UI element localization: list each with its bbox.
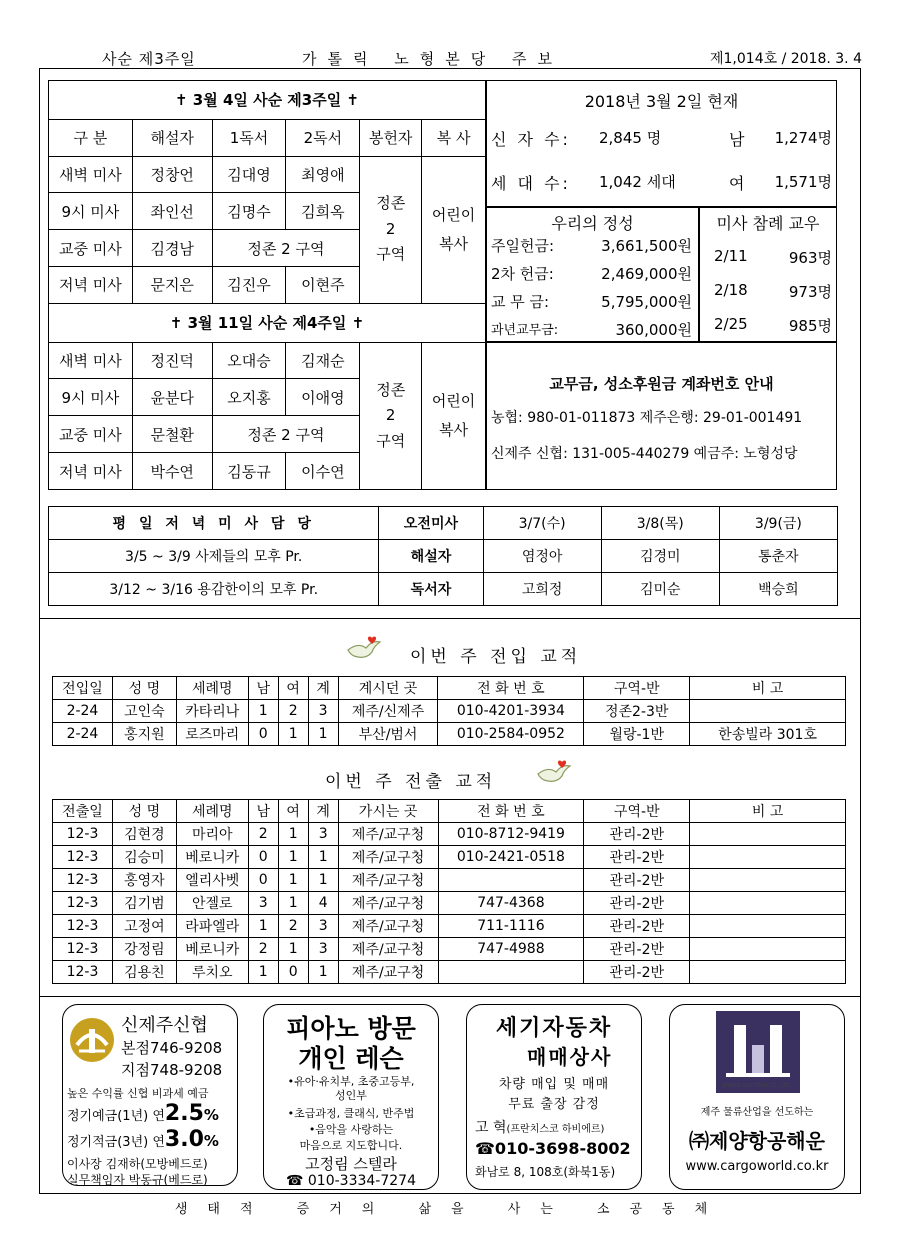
car-dealer-name: 세기자동차 [495, 1016, 613, 1041]
table-cell: 1 [308, 723, 338, 746]
offering-value: 5,795,000원 [601, 293, 692, 311]
weekday-assignment: 3/12 ~ 3/16 용감한이의 모후 Pr. [49, 573, 379, 606]
morning-mass-label: 오전미사 [379, 507, 483, 540]
col-header: 가시는 곳 [338, 800, 438, 823]
account-title: 교무금, 성소후원금 계좌번호 안내 [549, 375, 774, 393]
move-out-title: 이번 주 전출 교적 [325, 772, 497, 792]
table-cell: 제주/교구청 [338, 961, 438, 984]
col-header: 전 화 번 호 [438, 677, 584, 700]
col-header: 비 고 [690, 677, 846, 700]
move-out-table [52, 799, 846, 984]
attendance-count: 973명 [788, 283, 832, 301]
dove-icon [534, 758, 574, 792]
mass-name: 9시 미사 [49, 193, 133, 230]
col-header: 전입일 [53, 677, 113, 700]
table-cell: 0 [278, 961, 308, 984]
issue-number: 제1,014호 / 2018. 3. 4 [710, 51, 862, 67]
teacher-phone: ☎ 010-3334-7274 [286, 1173, 416, 1189]
table-cell: 마리아 [176, 823, 248, 846]
table-cell: 3 [308, 938, 338, 961]
shipping-name: ㈜제양항공해운 [689, 1129, 825, 1153]
reader1: 김진우 [212, 267, 286, 304]
table-cell: 3 [308, 915, 338, 938]
mass-name: 교중 미사 [49, 416, 133, 453]
table-cell: 2-24 [53, 723, 113, 746]
rate-label: 정기적금(3년) 연 [67, 1135, 165, 1150]
offering-key: 과년교무금: [491, 323, 559, 338]
commentator: 윤분다 [132, 379, 212, 416]
account-line: 신제주 신협: 131-005-440279 예금주: 노형성당 [491, 446, 798, 462]
altar-server-group [422, 342, 486, 489]
weekday-assignment: 3/5 ~ 3/9 사제들의 모후 Pr. [49, 540, 379, 573]
table-cell: 베로니카 [176, 938, 248, 961]
week2-title: ✝ 3월 11일 사순 제4주일 ✝ [49, 303, 486, 342]
mass-name: 저녁 미사 [49, 267, 133, 304]
table-cell: 관리-2반 [584, 846, 690, 869]
piano-subtitle: 개인 레슨 [298, 1044, 404, 1073]
percent-sign: % [203, 1106, 219, 1124]
parish-stats [486, 80, 837, 208]
mass-name: 새벽 미사 [49, 156, 133, 193]
table-cell: 1 [278, 723, 308, 746]
reader1: 오지홍 [212, 379, 286, 416]
mass-name: 저녁 미사 [49, 453, 133, 490]
col-header: 2독서 [286, 119, 360, 156]
table-cell: 1 [248, 915, 278, 938]
reader2: 이수연 [286, 453, 360, 490]
offering-value: 3,661,500원 [601, 237, 692, 255]
piano-line: •음악을 사랑하는 [308, 1123, 394, 1136]
day-header: 3/8(목) [601, 507, 719, 540]
attendance-count: 963명 [788, 249, 832, 267]
offering-value: 2,469,000원 [601, 265, 692, 283]
table-cell: 로즈마리 [176, 723, 248, 746]
offering-key: 2차 헌금: [491, 265, 554, 283]
bulletin-header [40, 44, 870, 70]
households-count: 1,042 세대 [599, 173, 676, 191]
reader1: 김명수 [212, 193, 286, 230]
table-cell [690, 869, 846, 892]
mass-schedule-table [48, 80, 486, 490]
table-cell: 0 [248, 869, 278, 892]
col-header: 세례명 [176, 677, 248, 700]
mass-name: 교중 미사 [49, 230, 133, 267]
piano-line: 마음으로 지도합니다. [299, 1139, 403, 1152]
rate-value: 2.5 [164, 1101, 204, 1126]
reader2: 이애영 [286, 379, 360, 416]
table-cell: 베로니카 [176, 846, 248, 869]
attendance-title: 미사 참례 교우 [716, 214, 820, 233]
table-cell: 1 [278, 846, 308, 869]
table-cell: 정존2-3반 [584, 700, 690, 723]
move-in-title: 이번 주 전입 교적 [410, 647, 582, 667]
table-cell: 3 [248, 892, 278, 915]
table-row [53, 723, 846, 746]
male-count: 1,274명 [774, 129, 832, 147]
offering-text: 구역 [376, 245, 406, 264]
table-cell: 3 [308, 823, 338, 846]
offering-key: 주일헌금: [491, 237, 555, 255]
day-header: 3/7(수) [483, 507, 601, 540]
table-cell: 1 [308, 846, 338, 869]
table-cell: 제주/교구청 [338, 823, 438, 846]
owner-note: (프란치스코 하비에르) [506, 1124, 605, 1135]
table-cell: 고인숙 [112, 700, 176, 723]
teacher-name: 고정림 스텔라 [305, 1155, 397, 1173]
table-cell: 2 [248, 938, 278, 961]
ad-piano-lesson [263, 1004, 439, 1190]
commentator-name: 통춘자 [719, 540, 837, 573]
table-cell: 12-3 [53, 846, 113, 869]
table-cell: 관리-2반 [584, 869, 690, 892]
table-cell: 관리-2반 [584, 915, 690, 938]
owner-name: 고 혁 [475, 1120, 507, 1136]
table-cell: 2 [248, 823, 278, 846]
ad-shipping-company [669, 1004, 845, 1190]
table-cell: 관리-2반 [584, 892, 690, 915]
offering-box [486, 206, 699, 342]
table-row [53, 938, 846, 961]
female-count: 1,571명 [774, 173, 832, 191]
credit-union-logo-icon [67, 1015, 117, 1065]
table-cell: 1 [248, 961, 278, 984]
col-header: 성 명 [112, 677, 176, 700]
table-cell: 12-3 [53, 892, 113, 915]
believers-count: 2,845 명 [599, 129, 662, 147]
table-cell: 1 [278, 938, 308, 961]
commentator-name: 염정아 [483, 540, 601, 573]
piano-line: •유아·유치부, 초중고등부, [287, 1075, 415, 1088]
col-header: 전 화 번 호 [438, 800, 584, 823]
table-cell: 제주/교구청 [338, 846, 438, 869]
table-cell: 711-1116 [438, 915, 584, 938]
col-header: 계 [308, 800, 338, 823]
weekday-mass-table [48, 506, 838, 606]
shipping-logo-text: JEYANG LOGITECH CO., LTD. [722, 1083, 792, 1089]
reader-name: 김미순 [601, 573, 719, 606]
col-header: 해설자 [132, 119, 212, 156]
reader1: 김대영 [212, 156, 286, 193]
deposit-rate [67, 1101, 219, 1126]
commentator: 문지은 [132, 267, 212, 304]
col-header: 구역-반 [584, 677, 690, 700]
offering-text: 2 [385, 406, 396, 425]
car-phone: ☎010-3698-8002 [475, 1139, 631, 1158]
table-cell: 0 [248, 846, 278, 869]
table-cell: 김현경 [112, 823, 176, 846]
liturgical-week: 사순 제3주일 [102, 50, 196, 68]
commentator: 정창언 [132, 156, 212, 193]
piano-title: 피아노 방문 [286, 1014, 416, 1043]
table-cell [690, 700, 846, 723]
table-cell: 한송빌라 301호 [690, 723, 846, 746]
table-cell: 1 [278, 869, 308, 892]
table-cell: 고정여 [112, 915, 176, 938]
table-cell [690, 846, 846, 869]
shipping-tagline: 제주 물류산업을 선도하는 [700, 1107, 814, 1118]
table-cell: 부산/범서 [338, 723, 438, 746]
table-cell: 12-3 [53, 823, 113, 846]
col-header: 복 사 [422, 119, 486, 156]
account-info [486, 342, 837, 490]
manager: 실무책임자 박동규(베드로) [67, 1173, 208, 1186]
attendance-count: 985명 [788, 317, 832, 335]
reader2: 이현주 [286, 267, 360, 304]
table-cell: 2-24 [53, 700, 113, 723]
day-header: 3/9(금) [719, 507, 837, 540]
commentator: 좌인선 [132, 193, 212, 230]
table-cell: 안젤로 [176, 892, 248, 915]
dove-icon [344, 634, 384, 668]
piano-line: 성인부 [335, 1089, 367, 1102]
table-row [53, 869, 846, 892]
table-cell: 12-3 [53, 869, 113, 892]
offering-text: 2 [385, 219, 396, 238]
offering-value: 360,000원 [615, 321, 692, 339]
shipping-url: www.cargoworld.co.kr [685, 1159, 829, 1174]
col-header: 전출일 [53, 800, 113, 823]
reader2: 김희옥 [286, 193, 360, 230]
col-header: 남 [248, 677, 278, 700]
reader1: 김동규 [212, 453, 286, 490]
server-text: 어린이 [431, 392, 476, 411]
male-label: 남 [729, 130, 745, 149]
households-label: 세 대 수: [491, 174, 571, 193]
altar-server-group [422, 156, 486, 303]
table-cell: 관리-2반 [584, 961, 690, 984]
readers-merged: 정존 2 구역 [212, 416, 360, 453]
move-in-table [52, 676, 846, 746]
server-text: 어린이 [431, 206, 476, 225]
offering-text: 정존 [376, 380, 406, 399]
car-dealer-sub: 매매상사 [527, 1045, 613, 1069]
commentator: 문철환 [132, 416, 212, 453]
commentator-name: 김경미 [601, 540, 719, 573]
col-header: 비 고 [690, 800, 846, 823]
table-cell: 월랑-1반 [584, 723, 690, 746]
shipping-logo-icon [716, 1011, 800, 1093]
table-row [53, 892, 846, 915]
table-cell: 747-4368 [438, 892, 584, 915]
attendance-date: 2/18 [714, 281, 748, 299]
offering-text: 정존 [376, 194, 406, 213]
col-header: 세례명 [176, 800, 248, 823]
table-row [53, 961, 846, 984]
table-cell: 제주/교구청 [338, 869, 438, 892]
table-cell: 4 [308, 892, 338, 915]
table-cell: 2 [278, 915, 308, 938]
female-label: 여 [729, 174, 745, 193]
reader1: 오대승 [212, 342, 286, 379]
main-branch-phone: 본점746-9208 [121, 1039, 223, 1057]
offering-group [360, 342, 422, 489]
table-cell: 1 [278, 823, 308, 846]
week1-title: ✝ 3월 4일 사순 제3주일 ✝ [49, 81, 486, 120]
piano-line: •초급과정, 클래식, 반주법 [287, 1107, 415, 1120]
col-header: 구 분 [49, 119, 133, 156]
percent-sign: % [203, 1132, 219, 1150]
table-cell: 루치오 [176, 961, 248, 984]
table-cell [690, 961, 846, 984]
chairman: 이사장 김재하(모방베드로) [67, 1157, 208, 1171]
stats-date: 2018년 3월 2일 현재 [584, 92, 739, 111]
credit-union-name: 신제주신협 [121, 1015, 208, 1036]
reader-label: 독서자 [379, 573, 483, 606]
table-cell: 김승미 [112, 846, 176, 869]
table-cell: 1 [308, 869, 338, 892]
savings-rate [67, 1127, 219, 1152]
table-cell [690, 823, 846, 846]
table-cell: 12-3 [53, 961, 113, 984]
table-cell: 관리-2반 [584, 938, 690, 961]
weekday-head: 평 일 저 녁 미 사 담 당 [49, 507, 379, 540]
table-cell: 1 [278, 892, 308, 915]
col-header: 계시던 곳 [338, 677, 438, 700]
table-cell: 010-2584-0952 [438, 723, 584, 746]
table-cell: 010-4201-3934 [438, 700, 584, 723]
commentator: 박수연 [132, 453, 212, 490]
table-cell: 12-3 [53, 938, 113, 961]
table-cell: 010-8712-9419 [438, 823, 584, 846]
bulletin-title: 가톨릭 노형본당 주보 [302, 50, 563, 68]
table-cell [438, 869, 584, 892]
account-line: 농협: 980-01-011873 제주은행: 29-01-001491 [491, 410, 803, 426]
attendance-box [699, 206, 837, 342]
table-cell: 홍영자 [112, 869, 176, 892]
car-service: 무료 출장 감정 [508, 1097, 600, 1112]
col-header: 구역-반 [584, 800, 690, 823]
table-cell: 3 [308, 700, 338, 723]
reader-name: 백승희 [719, 573, 837, 606]
table-cell [690, 915, 846, 938]
attendance-date: 2/25 [714, 315, 748, 333]
table-cell: 카타리나 [176, 700, 248, 723]
table-cell: 제주/교구청 [338, 938, 438, 961]
ad-car-dealer [466, 1004, 642, 1190]
footer-slogan: 생태적 증거의 삶을 사는 소공동체 [174, 1202, 728, 1217]
col-header: 여 [278, 800, 308, 823]
table-cell: 제주/신제주 [338, 700, 438, 723]
believers-label: 신 자 수: [491, 130, 571, 149]
offering-key: 교 무 금: [491, 293, 550, 311]
table-cell: 747-4988 [438, 938, 584, 961]
reader-name: 고희정 [483, 573, 601, 606]
table-cell: 1 [248, 700, 278, 723]
attendance-date: 2/11 [714, 247, 748, 265]
commentator: 정진덕 [132, 342, 212, 379]
table-cell [438, 961, 584, 984]
table-cell: 제주/교구청 [338, 892, 438, 915]
offering-text: 구역 [376, 431, 406, 450]
table-cell: 1 [308, 961, 338, 984]
table-row [53, 700, 846, 723]
reader2: 최영애 [286, 156, 360, 193]
ad-slogan: 높은 수익률 신협 비과세 예금 [67, 1087, 209, 1100]
table-cell: 0 [248, 723, 278, 746]
server-text: 복사 [439, 420, 469, 439]
table-cell: 라파엘라 [176, 915, 248, 938]
col-header: 계 [308, 677, 338, 700]
offering-group [360, 156, 422, 303]
table-cell: 010-2421-0518 [438, 846, 584, 869]
readers-merged: 정존 2 구역 [212, 230, 360, 267]
mass-name: 새벽 미사 [49, 342, 133, 379]
table-cell: 김기범 [112, 892, 176, 915]
car-owner [475, 1117, 604, 1137]
col-header: 봉헌자 [360, 119, 422, 156]
offering-title: 우리의 정성 [551, 214, 634, 233]
table-row [53, 823, 846, 846]
server-text: 복사 [439, 234, 469, 253]
commentator-label: 해설자 [379, 540, 483, 573]
table-row [53, 915, 846, 938]
table-cell: 엘리사벳 [176, 869, 248, 892]
table-cell: 관리-2반 [584, 823, 690, 846]
car-service: 차량 매입 및 매매 [498, 1077, 610, 1092]
table-cell [690, 892, 846, 915]
table-cell: 제주/교구청 [338, 915, 438, 938]
table-cell: 김용친 [112, 961, 176, 984]
reader2: 김재순 [286, 342, 360, 379]
car-address: 화남로 8, 108호(화북1동) [475, 1165, 616, 1179]
col-header: 남 [248, 800, 278, 823]
table-cell [690, 938, 846, 961]
section-divider [39, 618, 861, 619]
col-header: 성 명 [112, 800, 176, 823]
table-cell: 강정림 [112, 938, 176, 961]
ad-credit-union [62, 1004, 238, 1186]
table-cell: 12-3 [53, 915, 113, 938]
table-cell: 2 [278, 700, 308, 723]
table-row [53, 846, 846, 869]
col-header: 1독서 [212, 119, 286, 156]
table-cell: 홍지원 [112, 723, 176, 746]
rate-value: 3.0 [164, 1127, 204, 1152]
sub-branch-phone: 지점748-9208 [121, 1061, 223, 1079]
commentator: 김경남 [132, 230, 212, 267]
mass-name: 9시 미사 [49, 379, 133, 416]
section-divider [39, 996, 861, 997]
col-header: 여 [278, 677, 308, 700]
rate-label: 정기예금(1년) 연 [67, 1109, 165, 1124]
